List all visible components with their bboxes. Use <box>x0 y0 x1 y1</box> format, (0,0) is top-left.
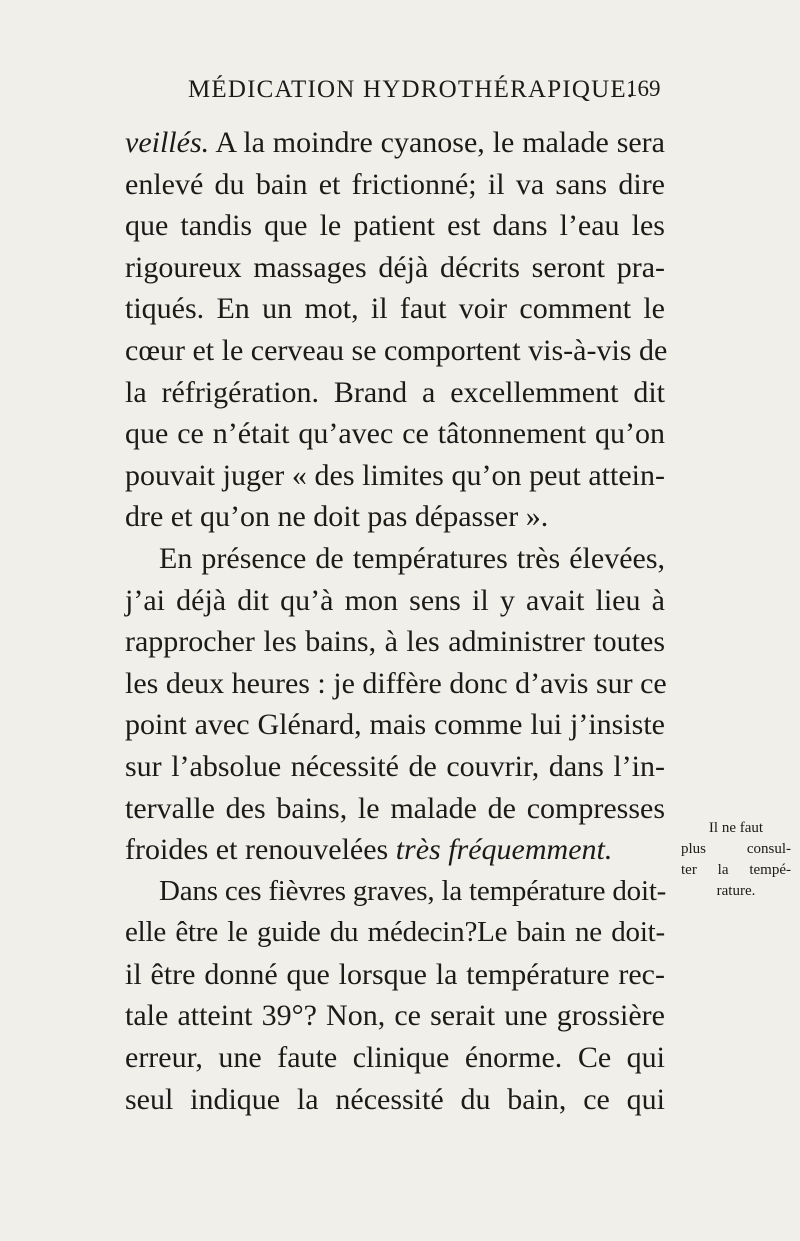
text-run: il être donné que lorsque la température rec- <box>125 957 665 991</box>
page-number: 169 <box>626 76 661 101</box>
text-line <box>125 995 665 1037</box>
text-run: cœur et le cerveau se comportent vis-à-vis de <box>125 333 668 367</box>
body-text <box>125 122 668 1120</box>
text-line <box>125 704 665 746</box>
text-run: froides et renouvelées <box>125 833 396 867</box>
text-line <box>125 829 665 871</box>
text-run: Dans ces fièvres graves, la température doit- <box>159 874 667 907</box>
text-line <box>125 1037 665 1079</box>
text-run: que tandis que le patient est dans l’eau les <box>125 209 665 243</box>
text-line <box>125 496 665 538</box>
text-run: dre et qu’on ne doit pas dépasser ». <box>125 500 549 534</box>
text-run: sur l’absolue nécessité de couvrir, dans l’in- <box>125 749 665 783</box>
text-line <box>125 1079 665 1121</box>
text-line <box>125 288 665 330</box>
margin-note-line: ter la tempé- <box>681 862 791 878</box>
text-run: enlevé du bain et frictionné; il va sans dire <box>125 167 665 201</box>
text-line <box>125 871 665 913</box>
text-run: tervalle des bains, le malade de compresses <box>125 791 665 825</box>
text-line <box>125 621 665 663</box>
text-line <box>125 912 665 954</box>
text-line <box>125 580 665 622</box>
text-run: A la moindre cyanose, le malade sera <box>209 126 665 159</box>
text-run: point avec Glénard, mais comme lui j’insiste <box>125 708 665 742</box>
text-line <box>125 372 665 414</box>
margin-note <box>681 818 791 902</box>
text-run: seul indique la nécessité du bain, ce qui <box>125 1082 665 1116</box>
text-run: erreur, une faute clinique énorme. Ce qui <box>125 1041 665 1075</box>
text-line <box>125 663 665 705</box>
text-run: j’ai déjà dit qu’à mon sens il y avait lieu à <box>125 583 665 617</box>
text-run: tiqués. En un mot, il faut voir comment le <box>125 292 665 326</box>
text-line <box>125 746 665 788</box>
text-run: En présence de températures très élevées, <box>159 541 665 575</box>
text-italic: veillés. <box>125 126 210 159</box>
text-run: la réfrigération. Brand a excellemment dit <box>125 375 665 409</box>
text-line <box>125 247 665 289</box>
text-run: les deux heures : je diffère donc d’avis sur ce <box>125 666 667 700</box>
text-italic: très fréquemment. <box>395 833 613 867</box>
text-run: rapprocher les bains, à les administrer toutes <box>125 625 665 659</box>
running-head: MÉDICATION HYDROTHÉRAPIQUE. <box>188 76 635 103</box>
text-line <box>125 788 665 830</box>
text-run: elle être le guide du médecin?Le bain ne doit- <box>125 916 665 949</box>
text-line <box>125 205 665 247</box>
margin-note-line: Il ne faut <box>708 820 764 836</box>
text-line <box>125 954 665 996</box>
text-line <box>125 538 665 580</box>
text-run: que ce n’était qu’avec ce tâtonnement qu’on <box>125 417 665 451</box>
margin-note-line: rature. <box>716 883 756 899</box>
margin-note-line: plus consul- <box>681 841 791 857</box>
text-run: pouvait juger « des limites qu’on peut attein- <box>125 458 665 492</box>
text-line <box>125 455 665 497</box>
text-line <box>125 330 668 372</box>
text-run: rigoureux massages déjà décrits seront pra- <box>125 250 665 284</box>
text-run: tale atteint 39°? Non, ce serait une grossière <box>125 999 665 1033</box>
text-line <box>125 122 665 164</box>
text-line <box>125 413 665 455</box>
text-line <box>125 164 665 206</box>
